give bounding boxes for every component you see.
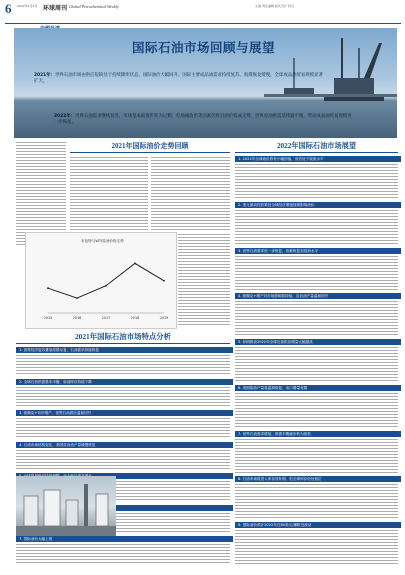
section-2021-analysis-rule [16,343,230,344]
outlook-body-text [235,439,398,474]
right-info: 主编 责任编辑 版式设计 校对 [255,4,294,8]
section-2021-analysis [16,332,230,342]
chart-point [76,297,78,299]
hero-image [14,28,397,138]
outlook-subhead: 9. 国际油价预计2022年在80美元/桶附近波动 [235,522,401,528]
outlook-body-text [235,393,398,428]
outlook-subhead: 3. 世界石油需求进一步恢复，但难恢复至疫前水平 [235,248,401,254]
chart-tick-label: 2019 [159,316,169,320]
page-number: 6 [5,1,12,16]
analysis-body-text [16,544,230,565]
outlook-column [235,156,398,568]
paper-name-en: Global Petrochemical Weekly [69,4,119,9]
header-rule [5,23,401,24]
section-2021-price-title: 2021年国际油价走势回顾 [111,142,189,150]
price-review-text-2 [151,157,230,231]
section-2022-rule [235,152,398,153]
section-tag [40,15,60,22]
outlook-body-text [235,164,398,199]
price-chart [25,232,177,329]
analysis-subhead: 4. 石油市场结构变化，美国页岩油产量缓慢恢复 [16,442,233,448]
outlook-body-text [235,347,398,382]
hero-2022-label: 2022年： [54,114,76,119]
header-bar [5,3,401,15]
chart-series-line [48,263,164,298]
analysis-body-text [16,418,230,439]
chart-tick-label: 2015 [43,316,53,320]
outlook-body-text [235,530,398,565]
analysis-body-text [16,450,230,471]
outlook-subhead: 5. 伊朗核谈2022年全球石油供应增量大幅提高 [235,339,401,345]
outlook-subhead: 1. 2022年全球油价将有小幅回落，但仍处于较高水平 [235,156,401,162]
section-2022 [235,141,398,151]
price-review-text-3 [178,234,230,327]
outlook-body-text [235,210,398,245]
chart-tick-label: 2017 [101,316,111,320]
analysis-subhead: 2. 全球石油供需基本平衡，原油库存持续下降 [16,379,233,385]
chart-point [47,287,49,289]
issue-date: 2022年1月4日 [17,4,38,8]
outlook-subhead: 4. 欧佩克+增产对市场影响将持续，页岩油产量温和回升 [235,293,401,299]
chart-point [105,285,107,287]
outlook-body-text [235,484,398,519]
outlook-body-text [235,301,398,336]
analysis-body-text [16,355,230,376]
price-review-text-1 [70,157,148,231]
hero-2022-text: 世界石油需求继续复苏，市场基本面逐步转为过剩，但地缘政治等因素仍将对油价构成支撑，世界原油供需延续紧平衡，带动成品油贸易规模进一步恢复。 [54,114,352,126]
outlook-subhead: 7. 世界石油需求增加，供需平衡逐步转为宽松 [235,431,401,437]
hero-title: 国际石油市场回顾与展望 [132,40,276,55]
outlook-subhead: 2. 美元流动性收紧及全球经济增速放缓影响油价 [235,202,401,208]
refinery-photo [16,476,116,536]
chart-caption: 布伦特与WTI原油价格走势 [81,239,124,243]
chart-tick-label: 2018 [130,316,140,320]
hero-2021-label: 2021年： [34,73,56,78]
analysis-subhead: 1. 世界经济复苏叠加疫情反复，石油需求持续恢复 [16,347,233,353]
section-2022-title: 2022年国际石油市场展望 [276,142,357,150]
section-2021-price-rule [70,152,230,153]
hero-2021-text: 世界石油市场由供应短缺处于持续降库状态，国际油价大幅回升。国际主要成品油需求持续复苏，航煤恢复缓慢，全球成品油贸易规模显著扩大。 [34,73,323,85]
chart-point [134,263,136,265]
analysis-subhead: 3. 欧佩克+有序增产，世界石油供应温和回升 [16,410,233,416]
section-2021-price [70,141,230,151]
refinery-tanks-icon [16,476,116,536]
section-2021-analysis-title: 2021年国际石油市场特点分析 [74,332,172,341]
paper-name: 环球周刊 [43,5,68,12]
analysis-subhead: 7. 国际油价大幅上涨 [16,536,233,542]
hero-para-2022 [54,114,354,126]
outlook-subhead: 6. 美国原油产量将温和恢复，出口增量有限 [235,385,401,391]
analysis-body-text [16,387,230,408]
outlook-body-text [235,256,398,291]
chart-point [163,280,165,282]
chart-tick-label: 2016 [72,316,82,320]
outlook-subhead: 8. 石油市场将进入库存回补期，但全球库存仍处低位 [235,476,401,482]
chart-plot [26,233,176,328]
hero-para-2021 [34,73,324,85]
